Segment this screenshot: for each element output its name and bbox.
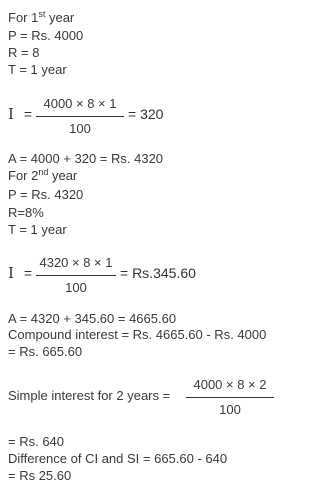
simple-interest-label: Simple interest for 2 years = — [8, 388, 171, 403]
fraction-numerator: 4320 × 8 × 1 — [39, 255, 113, 270]
rate-line: R = 8 — [8, 45, 40, 60]
fraction-3 — [186, 377, 274, 417]
for-suffix: year — [45, 10, 75, 25]
fraction-denominator: 100 — [69, 121, 91, 136]
fraction-numerator: 4000 × 8 × 2 — [193, 377, 267, 392]
fraction-2 — [36, 255, 116, 295]
fraction-denominator: 100 — [219, 402, 241, 417]
for-prefix: For 2 — [8, 168, 39, 183]
principal-line: P = Rs. 4000 — [8, 28, 84, 43]
rate-line: R=8% — [8, 205, 44, 220]
time-line: T = 1 year — [8, 62, 67, 77]
difference-result: = Rs 25.60 — [8, 468, 72, 483]
fraction-1 — [36, 96, 124, 136]
for-second-year — [8, 168, 77, 183]
interest-variable: I — [8, 264, 14, 282]
for-first-year — [8, 10, 74, 25]
amount-line-2: A = 4320 + 345.60 = 4665.60 — [8, 311, 177, 326]
fraction-denominator: 100 — [65, 280, 87, 295]
simple-interest-result: = Rs. 640 — [8, 434, 65, 449]
fraction-bar — [186, 397, 274, 398]
equation-result-2: = Rs.345.60 — [120, 265, 196, 281]
fraction-bar — [36, 116, 124, 117]
fraction-numerator: 4000 × 8 × 1 — [43, 96, 117, 111]
interest-equation-1 — [8, 105, 32, 123]
interest-equation-2 — [8, 264, 32, 282]
ordinal-suffix: nd — [38, 167, 49, 177]
for-suffix: year — [48, 168, 78, 183]
for-prefix: For 1 — [8, 10, 39, 25]
fraction-bar — [36, 275, 116, 276]
equation-result-1: = 320 — [128, 106, 164, 122]
ordinal-suffix: st — [38, 9, 46, 19]
interest-variable: I — [8, 105, 14, 123]
equals-sign: = — [23, 106, 33, 122]
equals-sign: = — [23, 265, 33, 281]
compound-interest-result: = Rs. 665.60 — [8, 344, 83, 359]
difference-line: Difference of CI and SI = 665.60 - 640 — [8, 451, 228, 466]
amount-line-1: A = 4000 + 320 = Rs. 4320 — [8, 151, 164, 166]
compound-interest-line: Compound interest = Rs. 4665.60 - Rs. 4000 — [8, 327, 267, 342]
principal-line: P = Rs. 4320 — [8, 187, 84, 202]
time-line: T = 1 year — [8, 222, 67, 237]
